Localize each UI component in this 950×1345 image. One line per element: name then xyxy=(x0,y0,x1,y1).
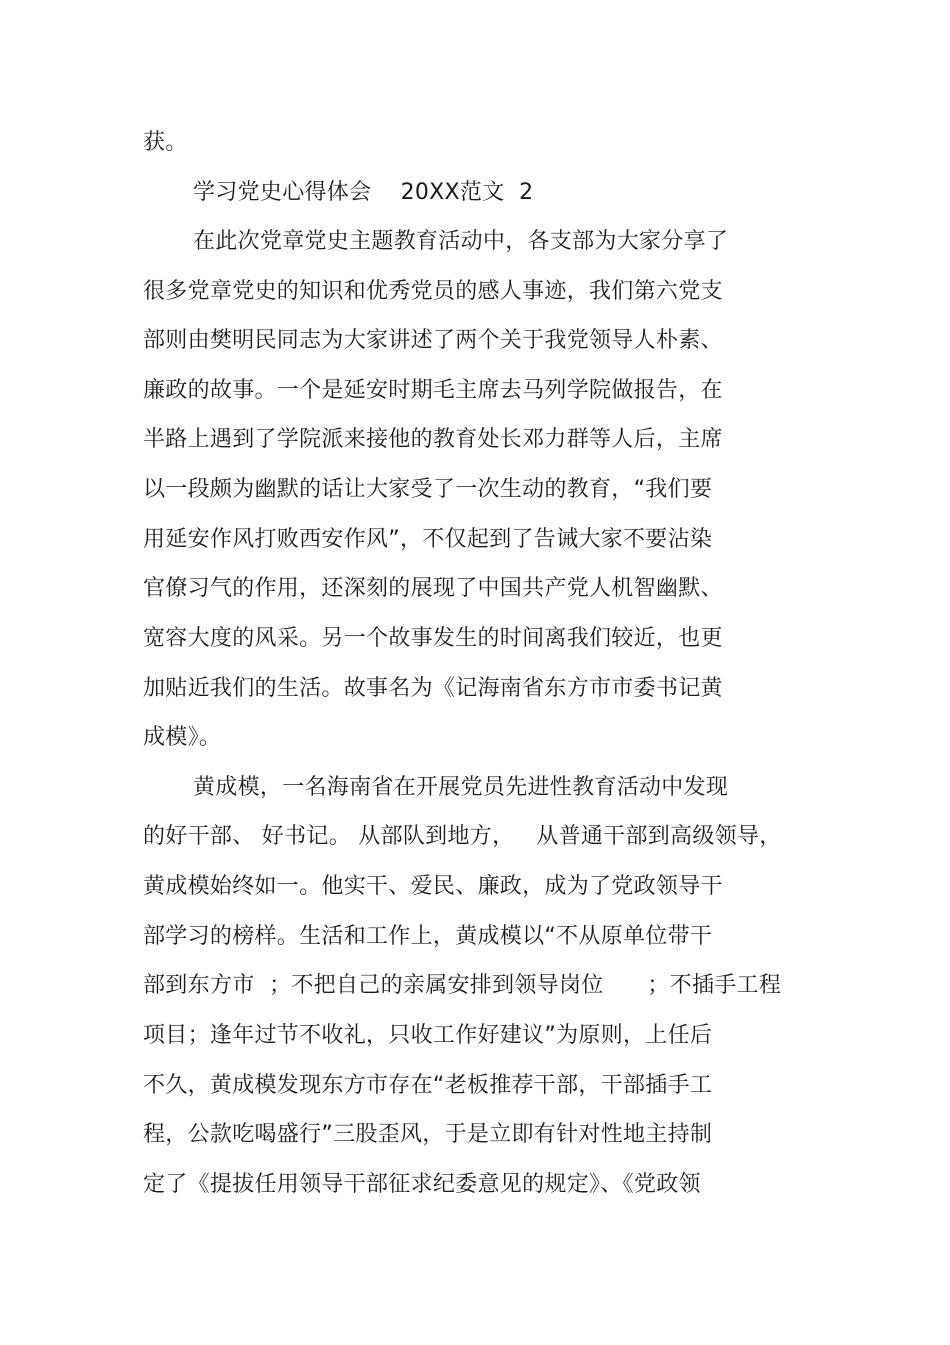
text-line: 部则由樊明民同志为大家讲述了两个关于我党领导人朴素、 xyxy=(143,328,723,353)
text-line: 的好干部、 好书记。 从部队到地方， 从普通干部到高级领导， xyxy=(143,824,782,849)
text-line: 部到东方市 ；不把自己的亲属安排到领导岗位 ；不插手工程 xyxy=(143,973,782,998)
text-line: 黄成模始终如一。他实干、爱民、廉政，成为了党政领导干 xyxy=(143,874,723,899)
text-line: 很多党章党史的知识和优秀党员的感人事迹，我们第六党支 xyxy=(143,279,723,304)
text-line: 不久，黄成模发现东方市存在“老板推荐干部，干部插手工 xyxy=(143,1073,713,1098)
text-line: 加贴近我们的生活。故事名为《记海南省东方市市委书记黄 xyxy=(143,676,723,701)
text-line: 定了《提拔任用领导干部征求纪委意见的规定》、《党政领 xyxy=(143,1172,701,1197)
text-line: 官僚习气的作用，还深刻的展现了中国共产党人机智幽默、 xyxy=(143,576,723,601)
text-line: 黄成模，一名海南省在开展党员先进性教育活动中发现 xyxy=(193,775,729,800)
text-line: 以一段颇为幽默的话让大家受了一次生动的教育，“我们要 xyxy=(143,477,713,502)
text-line: 在此次党章党史主题教育活动中，各支部为大家分享了 xyxy=(193,229,729,254)
text-line: 获。 xyxy=(143,130,188,155)
text-line: 项目；逢年过节不收礼，只收工作好建议”为原则，上任后 xyxy=(143,1023,713,1048)
text-line: 半路上遇到了学院派来接他的教育处长邓力群等人后，主席 xyxy=(143,427,723,452)
section-heading: 学习党史心得体会 20XX范文 2 xyxy=(193,180,534,205)
text-line: 廉政的故事。一个是延安时期毛主席去马列学院做报告，在 xyxy=(143,378,723,403)
text-line: 宽容大度的风采。另一个故事发生的时间离我们较近，也更 xyxy=(143,626,723,651)
text-line: 用延安作风打败西安作风”，不仅起到了告诫大家不要沾染 xyxy=(143,527,713,552)
text-line: 成模》。 xyxy=(143,725,222,750)
text-line: 部学习的榜样。生活和工作上，黄成模以“不从原单位带干 xyxy=(143,924,713,949)
text-line: 程，公款吃喝盛行”三股歪风，于是立即有针对性地主持制 xyxy=(143,1122,713,1147)
